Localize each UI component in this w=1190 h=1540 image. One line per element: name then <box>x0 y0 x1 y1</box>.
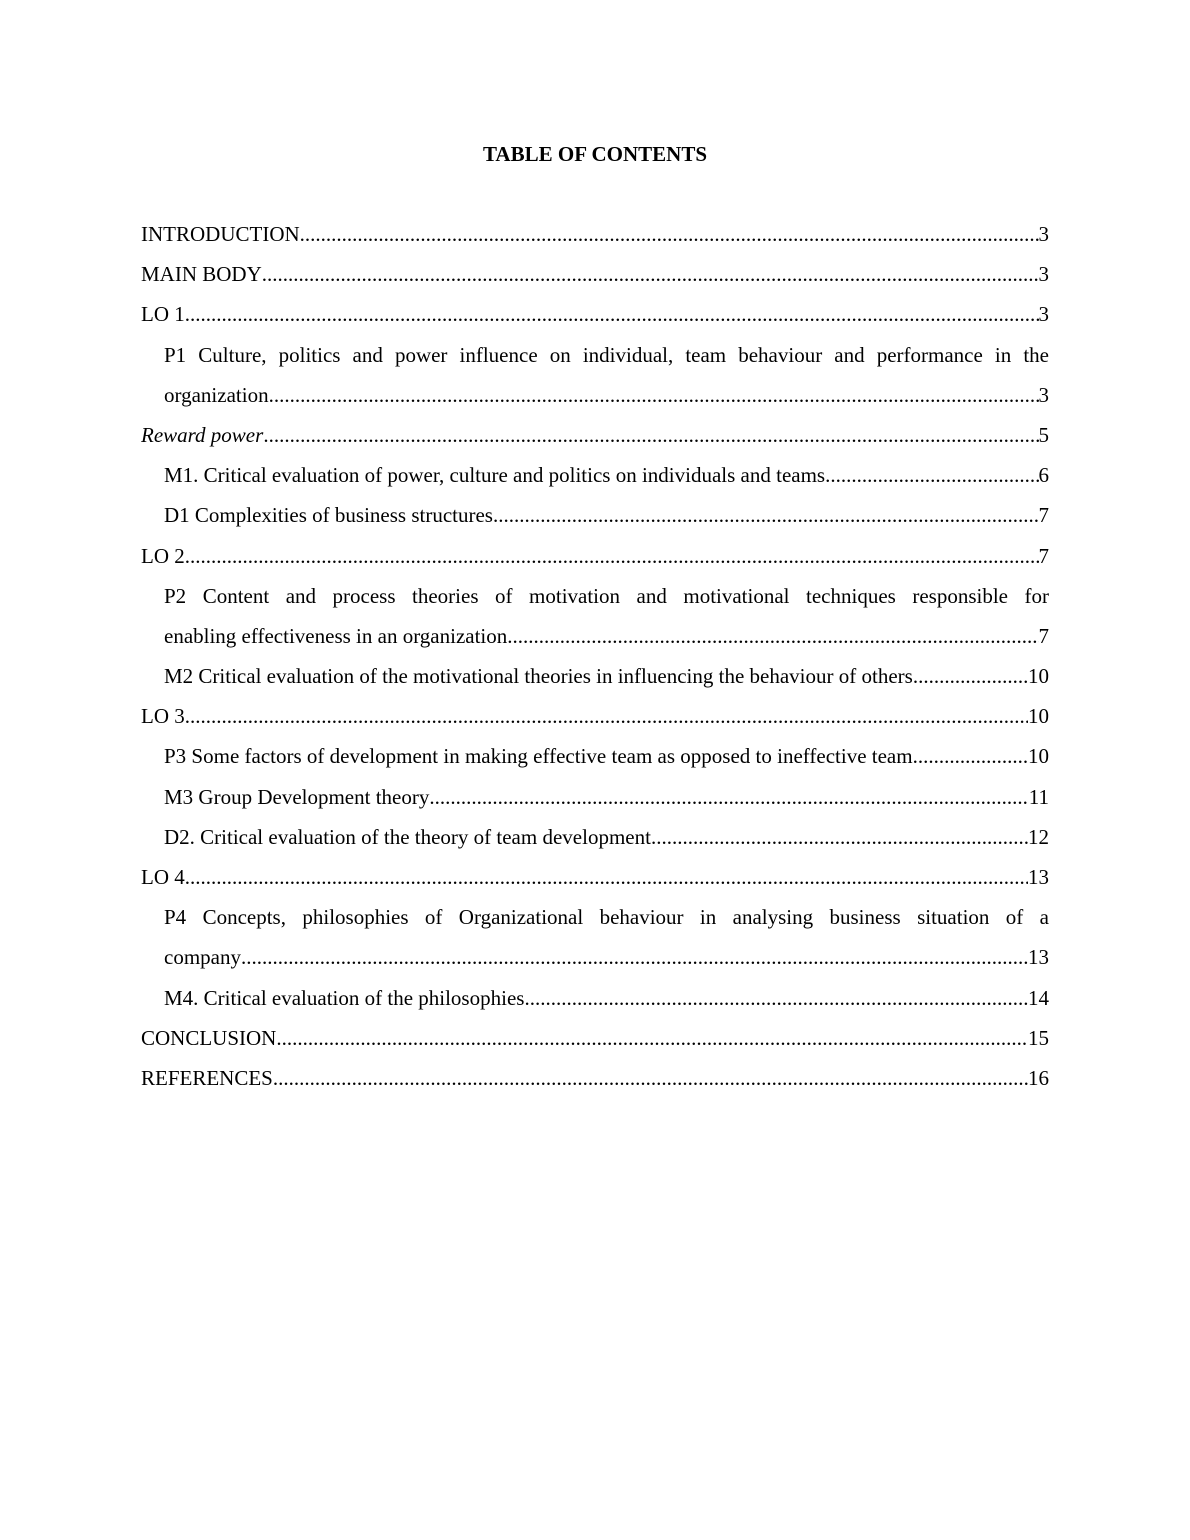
toc-entry-introduction[interactable] <box>141 214 1049 254</box>
toc-entry-label: M1. Critical evaluation of power, culture and politics on individuals and teams <box>164 463 826 488</box>
dot-leader <box>524 978 1028 1018</box>
toc-list <box>141 214 1049 1098</box>
toc-entry-page: 15 <box>1028 1025 1049 1050</box>
toc-entry-m3[interactable] <box>141 777 1049 817</box>
dot-leader <box>273 1058 1028 1098</box>
dot-leader <box>269 375 1039 415</box>
toc-entry-p2-line1[interactable]: P2 Content and process theories of motivation and motivational techniques responsible for <box>164 583 1049 608</box>
toc-entry-page: 7 <box>1038 623 1049 648</box>
toc-entry-label: organization <box>164 382 269 407</box>
toc-entry-m4[interactable] <box>141 978 1049 1018</box>
toc-entry-label: LO 1 <box>141 302 185 327</box>
toc-entry-page: 7 <box>1038 503 1049 528</box>
dot-leader <box>185 294 1039 334</box>
toc-entry-p2[interactable] <box>141 616 1049 656</box>
toc-entry-page: 12 <box>1028 824 1049 849</box>
toc-entry-page: 3 <box>1038 222 1049 246</box>
toc-entry-lo4[interactable] <box>141 857 1049 897</box>
toc-entry-label: M3 Group Development theory <box>164 784 430 809</box>
toc-entry-label: D2. Critical evaluation of the theory of team development <box>164 824 651 849</box>
toc-entry-page: 16 <box>1028 1065 1049 1090</box>
toc-entry-page: 3 <box>1038 382 1049 407</box>
toc-entry-label: REFERENCES <box>141 1065 273 1090</box>
toc-entry-p3[interactable] <box>141 736 1049 776</box>
toc-entry-label: LO 3 <box>141 704 185 729</box>
dot-leader <box>300 214 1039 254</box>
toc-entry-label: company <box>164 945 241 970</box>
toc-entry-lo3[interactable] <box>141 696 1049 736</box>
dot-leader <box>262 254 1039 294</box>
toc-entry-m2[interactable] <box>141 656 1049 696</box>
toc-entry-page: 3 <box>1038 302 1049 327</box>
toc-entry-lo1[interactable] <box>141 294 1049 334</box>
toc-entry-label: M2 Critical evaluation of the motivational theories in influencing the behaviour of others <box>164 664 913 689</box>
dot-leader <box>185 536 1039 576</box>
dot-leader <box>913 736 1028 776</box>
toc-entry-page: 5 <box>1038 422 1049 447</box>
toc-entry-page: 7 <box>1038 543 1049 568</box>
dot-leader <box>493 495 1039 535</box>
toc-entry-conclusion[interactable] <box>141 1018 1049 1058</box>
toc-entry-page: 14 <box>1028 985 1049 1010</box>
toc-entry-reward-power[interactable] <box>141 415 1049 455</box>
toc-entry-lo2[interactable] <box>141 536 1049 576</box>
toc-entry-label: LO 4 <box>141 865 185 889</box>
toc-entry-label: D1 Complexities of business structures <box>164 503 493 528</box>
dot-leader <box>651 817 1028 857</box>
toc-entry-d2[interactable] <box>141 817 1049 857</box>
toc-entry-page: 11 <box>1028 784 1049 809</box>
dot-leader <box>913 656 1028 696</box>
toc-entry-d1[interactable] <box>141 495 1049 535</box>
toc-entry-references[interactable] <box>141 1058 1049 1098</box>
toc-entry-label: Reward power <box>141 422 264 447</box>
toc-entry-label: MAIN BODY <box>141 262 262 287</box>
toc-entry-main-body[interactable] <box>141 254 1049 294</box>
toc-entry-page: 13 <box>1028 865 1049 889</box>
dot-leader <box>185 696 1028 736</box>
dot-leader <box>429 777 1028 817</box>
toc-entry-page: 10 <box>1028 744 1049 769</box>
dot-leader <box>185 857 1028 897</box>
toc-entry-page: 13 <box>1028 945 1049 970</box>
dot-leader <box>825 455 1038 495</box>
toc-entry-page: 6 <box>1038 463 1049 488</box>
toc-entry-label: LO 2 <box>141 543 185 568</box>
dot-leader <box>263 415 1038 455</box>
toc-entry-label: P3 Some factors of development in making effective team as opposed to ineffective team <box>164 744 913 769</box>
toc-entry-p1-line1[interactable]: P1 Culture, politics and power influence on individual, team behaviour and performance in the <box>164 342 1049 367</box>
toc-entry-label: INTRODUCTION <box>141 222 300 246</box>
toc-entry-label: enabling effectiveness in an organization <box>164 623 508 648</box>
toc-entry-page: 10 <box>1028 704 1049 729</box>
toc-title: TABLE OF CONTENTS <box>482 142 708 166</box>
dot-leader <box>241 937 1028 977</box>
toc-entry-m1[interactable] <box>141 455 1049 495</box>
dot-leader <box>507 616 1038 656</box>
toc-entry-label: M4. Critical evaluation of the philosophies <box>164 985 525 1010</box>
toc-entry-label: CONCLUSION <box>141 1025 277 1050</box>
toc-entry-page: 10 <box>1028 664 1049 689</box>
toc-entry-page: 3 <box>1038 262 1049 287</box>
dot-leader <box>276 1018 1028 1058</box>
toc-entry-p1[interactable] <box>141 375 1049 415</box>
toc-entry-p4-line1[interactable]: P4 Concepts, philosophies of Organizational behaviour in analysing business situation of a <box>164 905 1049 930</box>
toc-entry-p4[interactable] <box>141 937 1049 977</box>
